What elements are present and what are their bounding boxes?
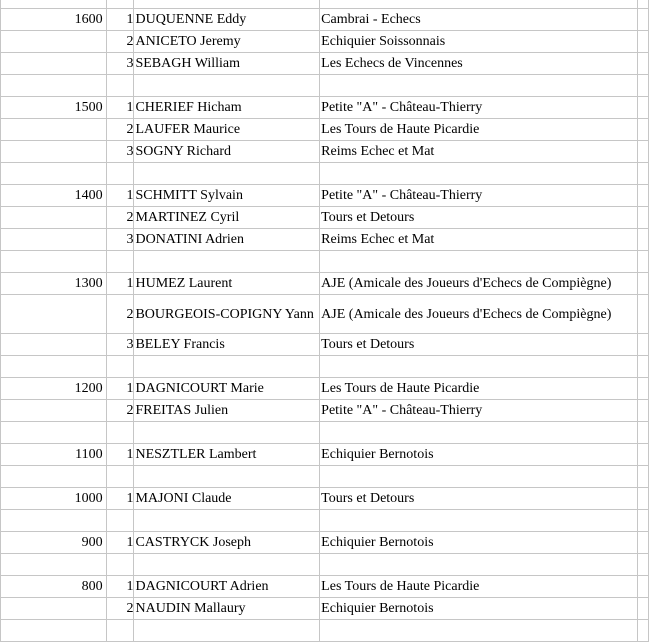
grid-cell[interactable] [106,163,134,185]
grid-cell[interactable] [1,251,107,273]
player-name-cell[interactable]: NAUDIN Mallaury [134,598,320,620]
grid-cell[interactable] [638,9,649,31]
table-top-strip [1,0,649,9]
grid-cell[interactable] [134,510,320,532]
player-name-cell[interactable]: FREITAS Julien [134,400,320,422]
category-cell[interactable] [1,400,107,422]
rank-cell[interactable]: 1 [106,9,134,31]
club-cell[interactable]: AJE (Amicale des Joueurs d'Echecs de Compiègne) [320,273,638,295]
grid-cell[interactable] [638,598,649,620]
rank-cell[interactable]: 1 [106,378,134,400]
grid-cell[interactable] [638,356,649,378]
table-row [1,97,649,119]
grid-cell[interactable] [638,378,649,400]
player-name-cell[interactable]: BOURGEOIS-COPIGNY Yann [134,295,320,334]
player-name-cell[interactable]: MAJONI Claude [134,488,320,510]
grid-cell[interactable] [638,576,649,598]
club-cell[interactable]: Echiquier Bernotois [320,532,638,554]
grid-cell[interactable] [638,119,649,141]
grid-cell[interactable] [638,444,649,466]
player-name-cell[interactable]: DONATINI Adrien [134,229,320,251]
grid-cell[interactable] [320,163,638,185]
grid-cell[interactable] [320,466,638,488]
separator-row [1,163,649,185]
grid-cell[interactable] [638,273,649,295]
table-row [1,378,649,400]
category-cell[interactable]: 1500 [1,97,107,119]
table-row [1,576,649,598]
table-row [1,532,649,554]
grid-cell[interactable] [320,620,638,642]
grid-cell[interactable] [106,510,134,532]
grid-cell[interactable] [134,554,320,576]
table-row [1,9,649,31]
category-cell[interactable] [1,229,107,251]
grid-cell[interactable] [638,31,649,53]
rank-cell[interactable]: 1 [106,488,134,510]
grid-cell[interactable] [638,422,649,444]
grid-cell[interactable] [638,75,649,97]
grid-cell[interactable] [320,356,638,378]
separator-row [1,620,649,642]
rank-cell[interactable]: 3 [106,53,134,75]
club-cell[interactable]: Tours et Detours [320,488,638,510]
player-name-cell[interactable]: SCHMITT Sylvain [134,185,320,207]
player-name-cell[interactable]: LAUFER Maurice [134,119,320,141]
separator-row [1,75,649,97]
grid-cell[interactable] [320,75,638,97]
player-name-cell[interactable]: MARTINEZ Cyril [134,207,320,229]
player-name-cell[interactable]: ANICETO Jeremy [134,31,320,53]
grid-cell[interactable] [106,422,134,444]
category-cell[interactable]: 1000 [1,488,107,510]
separator-row [1,554,649,576]
category-cell[interactable] [1,334,107,356]
grid-cell[interactable] [134,620,320,642]
grid-cell[interactable] [106,466,134,488]
table-row [1,119,649,141]
club-cell[interactable]: Les Tours de Haute Picardie [320,119,638,141]
grid-cell[interactable] [134,163,320,185]
grid-cell[interactable] [1,163,107,185]
rank-cell[interactable]: 2 [106,295,134,334]
grid-cell[interactable] [638,229,649,251]
club-cell[interactable]: Petite "A" - Château-Thierry [320,97,638,119]
club-cell[interactable]: Echiquier Soissonnais [320,31,638,53]
grid-cell[interactable] [638,400,649,422]
rank-cell[interactable]: 2 [106,400,134,422]
category-cell[interactable] [1,119,107,141]
club-cell[interactable]: Tours et Detours [320,334,638,356]
rank-cell[interactable]: 2 [106,207,134,229]
club-cell[interactable]: Petite "A" - Château-Thierry [320,400,638,422]
player-name-cell[interactable]: DAGNICOURT Adrien [134,576,320,598]
grid-cell[interactable] [638,532,649,554]
grid-cell[interactable] [134,251,320,273]
rank-cell[interactable]: 3 [106,141,134,163]
grid-cell[interactable] [638,295,649,334]
grid-cell[interactable] [134,466,320,488]
category-cell[interactable]: 1100 [1,444,107,466]
player-name-cell[interactable]: BELEY Francis [134,334,320,356]
club-cell[interactable]: Echiquier Bernotois [320,444,638,466]
rank-cell[interactable]: 3 [106,229,134,251]
category-cell[interactable]: 1600 [1,9,107,31]
grid-cell[interactable] [320,0,638,9]
grid-cell[interactable] [106,251,134,273]
grid-cell[interactable] [1,422,107,444]
table-row [1,598,649,620]
club-cell[interactable]: Echiquier Bernotois [320,598,638,620]
table-row [1,185,649,207]
grid-cell[interactable] [638,53,649,75]
grid-cell[interactable] [1,466,107,488]
category-cell[interactable]: 900 [1,532,107,554]
grid-cell[interactable] [638,466,649,488]
grid-cell[interactable] [106,0,134,9]
player-name-cell[interactable]: DAGNICOURT Marie [134,378,320,400]
grid-cell[interactable] [1,75,107,97]
table-row [1,31,649,53]
category-cell[interactable]: 800 [1,576,107,598]
category-cell[interactable]: 1400 [1,185,107,207]
grid-cell[interactable] [1,554,107,576]
grid-cell[interactable] [106,620,134,642]
grid-cell[interactable] [638,207,649,229]
club-cell[interactable]: Reims Echec et Mat [320,229,638,251]
category-cell[interactable] [1,31,107,53]
category-cell[interactable] [1,141,107,163]
table-row [1,334,649,356]
table-row [1,488,649,510]
club-cell[interactable]: Reims Echec et Mat [320,141,638,163]
grid-cell[interactable] [134,0,320,9]
grid-cell[interactable] [638,141,649,163]
table-row [1,295,649,334]
grid-cell[interactable] [638,163,649,185]
rank-cell[interactable]: 1 [106,273,134,295]
grid-cell[interactable] [638,251,649,273]
category-cell[interactable]: 1300 [1,273,107,295]
rank-cell[interactable]: 1 [106,444,134,466]
rank-cell[interactable]: 1 [106,532,134,554]
grid-cell[interactable] [638,488,649,510]
grid-cell[interactable] [638,510,649,532]
separator-row [1,251,649,273]
rank-cell[interactable]: 2 [106,598,134,620]
player-name-cell[interactable]: CHERIEF Hicham [134,97,320,119]
rank-cell[interactable]: 2 [106,31,134,53]
player-name-cell[interactable]: NESZTLER Lambert [134,444,320,466]
grid-cell[interactable] [638,554,649,576]
grid-cell[interactable] [638,185,649,207]
category-cell[interactable] [1,598,107,620]
grid-cell[interactable] [106,75,134,97]
club-cell[interactable]: AJE (Amicale des Joueurs d'Echecs de Compiègne) [320,295,638,334]
player-name-cell[interactable]: SOGNY Richard [134,141,320,163]
player-name-cell[interactable]: DUQUENNE Eddy [134,9,320,31]
table-row [1,53,649,75]
table-row [1,273,649,295]
grid-cell[interactable] [638,0,649,9]
grid-cell[interactable] [638,620,649,642]
club-cell[interactable]: Petite "A" - Château-Thierry [320,185,638,207]
table-row [1,400,649,422]
grid-cell[interactable] [1,356,107,378]
grid-cell[interactable] [320,510,638,532]
table-row [1,141,649,163]
grid-cell[interactable] [320,251,638,273]
club-cell[interactable]: Les Echecs de Vincennes [320,53,638,75]
grid-cell[interactable] [638,334,649,356]
grid-cell[interactable] [1,0,107,9]
grid-cell[interactable] [320,554,638,576]
player-name-cell[interactable]: SEBAGH William [134,53,320,75]
rank-cell[interactable]: 3 [106,334,134,356]
grid-cell[interactable] [1,510,107,532]
category-cell[interactable] [1,295,107,334]
grid-cell[interactable] [106,554,134,576]
category-cell[interactable] [1,207,107,229]
separator-row [1,510,649,532]
table-row [1,207,649,229]
category-cell[interactable]: 1200 [1,378,107,400]
grid-cell[interactable] [106,356,134,378]
rank-cell[interactable]: 1 [106,185,134,207]
separator-row [1,356,649,378]
separator-row [1,422,649,444]
table-row [1,229,649,251]
club-cell[interactable]: Les Tours de Haute Picardie [320,378,638,400]
club-cell[interactable]: Cambrai - Echecs [320,9,638,31]
table-row [1,444,649,466]
grid-cell[interactable] [320,422,638,444]
grid-cell[interactable] [134,356,320,378]
player-name-cell[interactable]: CASTRYCK Joseph [134,532,320,554]
rank-cell[interactable]: 1 [106,576,134,598]
grid-cell[interactable] [1,620,107,642]
grid-cell[interactable] [638,97,649,119]
results-table-body [1,0,649,642]
grid-cell[interactable] [134,422,320,444]
category-cell[interactable] [1,53,107,75]
player-name-cell[interactable]: HUMEZ Laurent [134,273,320,295]
rank-cell[interactable]: 1 [106,97,134,119]
rank-cell[interactable]: 2 [106,119,134,141]
club-cell[interactable]: Les Tours de Haute Picardie [320,576,638,598]
club-cell[interactable]: Tours et Detours [320,207,638,229]
grid-cell[interactable] [134,75,320,97]
separator-row [1,466,649,488]
